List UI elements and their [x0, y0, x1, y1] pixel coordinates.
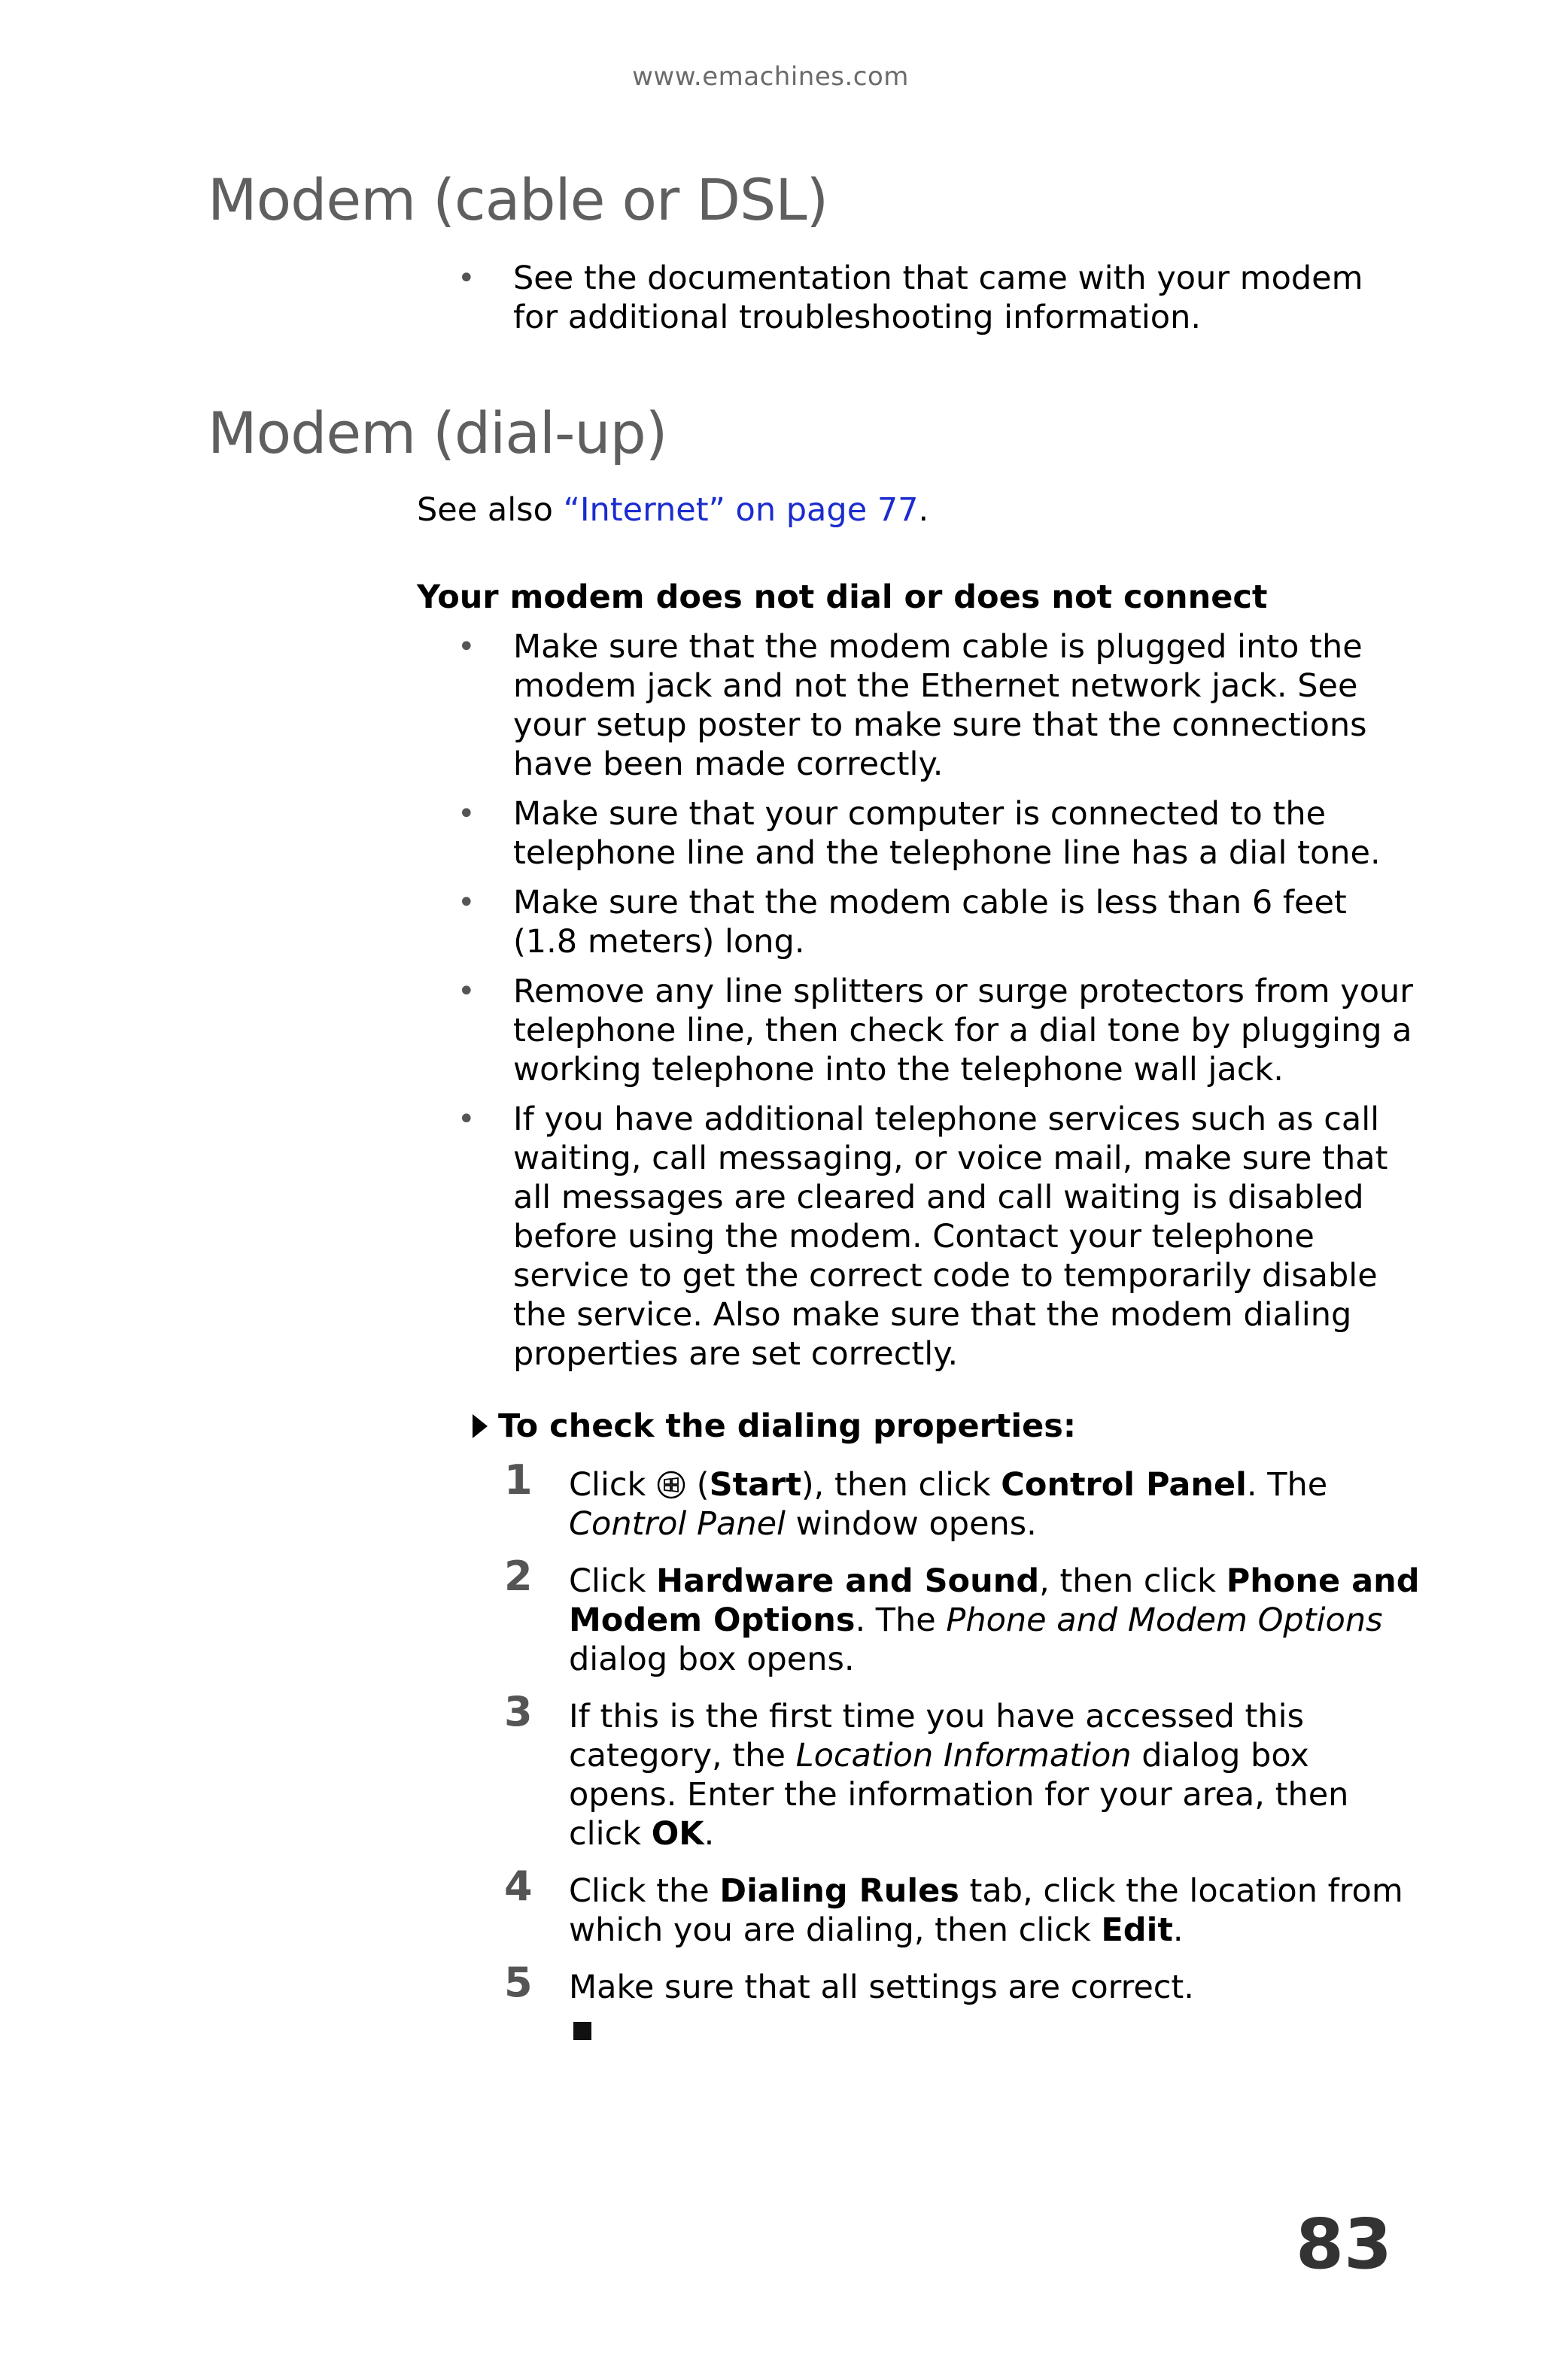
step-text: . The	[855, 1601, 947, 1639]
step-item	[500, 1688, 1425, 1853]
end-square-icon	[573, 2022, 591, 2040]
triangle-right-icon	[473, 1414, 488, 1438]
phone-modem-dialog-name: Phone and Modem Options	[946, 1601, 1383, 1639]
control-panel-label: Control Panel	[1001, 1466, 1247, 1504]
list-item	[444, 972, 1415, 1089]
step-text: Click	[569, 1562, 657, 1600]
bullet-text: Make sure that your computer is connected to the telephone line and the telephone line has a dial tone.	[513, 795, 1381, 872]
section-title-cable-dsl: Modem (cable or DSL)	[208, 166, 828, 233]
start-label: Start	[709, 1466, 801, 1504]
list-item	[444, 1100, 1415, 1374]
edit-label: Edit	[1101, 1911, 1173, 1949]
step-text: .	[704, 1815, 715, 1853]
see-also-prefix: See also	[417, 491, 564, 529]
list-item	[444, 794, 1415, 873]
step-text: If this is the first time you have accessed this category, the	[569, 1698, 1305, 1774]
step-number: 5	[504, 1959, 533, 2006]
see-also-line	[417, 490, 929, 530]
step-text: Click the	[569, 1872, 720, 1910]
bullet-dot-icon: •	[457, 974, 476, 1009]
step-text: Make sure that all settings are correct.	[569, 1969, 1194, 2006]
header-url: www.emachines.com	[632, 62, 909, 92]
bullet-dot-icon: •	[457, 630, 476, 664]
bullet-text: Make sure that the modem cable is less than 6 feet (1.8 meters) long.	[513, 884, 1347, 961]
step-item	[500, 1456, 1425, 1544]
location-info-dialog-name: Location Information	[795, 1737, 1132, 1774]
page-number: 83	[1295, 2204, 1392, 2284]
step-text: .	[1172, 1911, 1184, 1949]
step-text: tab, click the location from which you are dialing, then click	[569, 1872, 1403, 1949]
section-title-dial-up: Modem (dial-up)	[208, 399, 667, 466]
step-text: window opens.	[785, 1505, 1037, 1543]
phone-modem-options-label: Phone and Modem Options	[569, 1562, 1420, 1639]
bullet-text: See the documentation that came with your modem for additional troubleshooting information.	[513, 260, 1363, 336]
control-panel-window-name: Control Panel	[569, 1505, 786, 1543]
step-text: Click	[569, 1466, 657, 1504]
bullet-text: Remove any line splitters or surge protectors from your telephone line, then check for a dial tone by plugging a working telephone into the telephone wall jack.	[513, 973, 1413, 1088]
step-text: dialog box opens. Enter the information for your area, then click	[569, 1737, 1349, 1853]
step-text: ), then click	[801, 1466, 1001, 1504]
ok-label: OK	[651, 1815, 704, 1853]
subheading-no-dial: Your modem does not dial or does not connect	[417, 578, 1268, 616]
step-number: 2	[504, 1553, 533, 1600]
procedure-title: To check the dialing properties:	[498, 1407, 1077, 1445]
step-item	[500, 1862, 1425, 1950]
step-item	[500, 1959, 1425, 2007]
dialing-rules-label: Dialing Rules	[719, 1872, 959, 1910]
hardware-sound-label: Hardware and Sound	[656, 1562, 1040, 1600]
step-number: 1	[504, 1456, 533, 1504]
cable-bullet-list	[444, 259, 1415, 348]
list-item	[444, 627, 1415, 784]
step-item	[500, 1553, 1425, 1679]
procedure-heading	[473, 1407, 1076, 1446]
bullet-text: Make sure that the modem cable is plugged into the modem jack and not the Ethernet network jack. See your setup poster to make sure that the connections have been made correctly.	[513, 628, 1367, 783]
step-text: . The	[1246, 1466, 1328, 1504]
bullet-dot-icon: •	[457, 797, 476, 831]
step-text: dialog box opens.	[569, 1641, 855, 1678]
windows-start-orb-icon	[656, 1470, 686, 1500]
internet-page-link[interactable]: “Internet” on page 77	[563, 491, 919, 529]
bullet-dot-icon: •	[457, 261, 476, 296]
step-number: 4	[504, 1862, 533, 1910]
bullet-dot-icon: •	[457, 885, 476, 920]
see-also-suffix: .	[918, 491, 929, 529]
step-number: 3	[504, 1688, 533, 1735]
bullet-dot-icon: •	[457, 1102, 476, 1137]
bullet-text: If you have additional telephone services such as call waiting, call messaging, or voice mail, make sure that all messages are cleared and call waiting is disabled before using the modem. Contact your telephone service to get the correct code to temporarily disable the service. Also make sure that the modem dialing properties are set correctly.	[513, 1100, 1388, 1373]
step-text: (	[686, 1466, 710, 1504]
procedure-steps	[500, 1456, 1425, 2025]
list-item	[444, 883, 1415, 961]
list-item	[444, 259, 1415, 337]
dialup-bullet-list	[444, 627, 1415, 1384]
step-text: , then click	[1039, 1562, 1226, 1600]
